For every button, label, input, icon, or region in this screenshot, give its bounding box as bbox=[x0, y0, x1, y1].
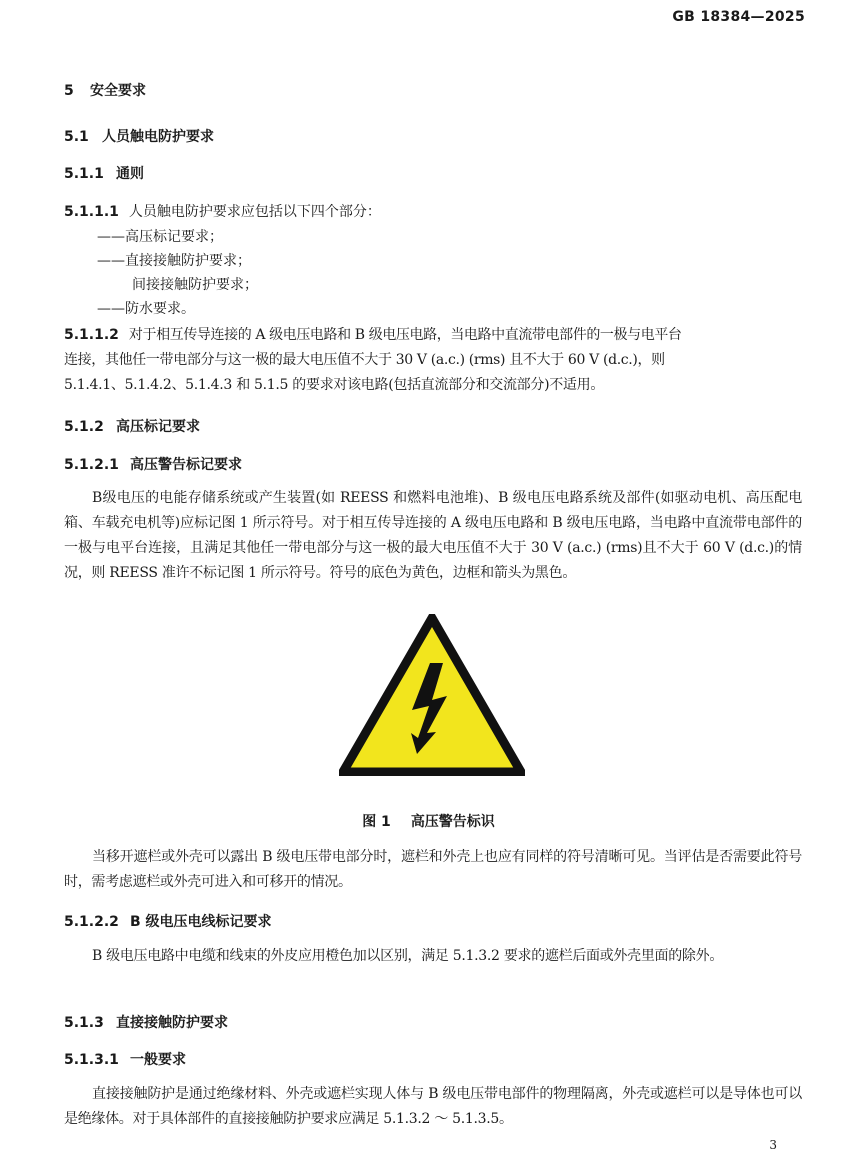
paragraph: 当移开遮栏或外壳可以露出 B 级电压带电部分时，遮栏和外壳上也应有同样的符号清晰可见。当评估是否需要此符号时，需考虑遮栏或外壳可进入和可移开的情况。 bbox=[64, 849, 802, 890]
clause-text: 对于相互传导连接的 A 级电压电路和 B 级电压电路，当电路中直流带电部件的一极与电平台 bbox=[128, 327, 682, 343]
section-number: 5 bbox=[64, 83, 74, 99]
page-number: 3 bbox=[769, 1138, 777, 1152]
clause-5-1-1-1 bbox=[64, 203, 381, 221]
section-number: 5.1.2 bbox=[64, 419, 104, 435]
section-title: 通则 bbox=[116, 166, 144, 182]
section-title: 直接接触防护要求 bbox=[116, 1015, 228, 1031]
section-title: B 级电压电线标记要求 bbox=[130, 914, 272, 930]
paragraph: 直接接触防护是通过绝缘材料、外壳或遮栏实现人体与 B 级电压带电部件的物理隔离，外壳或遮栏可以是导体也可以是绝缘体。对于具体部件的直接接触防护要求应满足 5.1.3.2 ～ 5.1.3.5。 bbox=[64, 1086, 802, 1127]
list-item: 间接接触防护要求； bbox=[132, 277, 258, 293]
clause-5-1-1-2-line-2: 连接，其他任一带电部分与这一极的最大电压值不大于 30 V (a.c.) (rms) 且不大于 60 V (d.c.)，则 bbox=[64, 352, 665, 368]
figure-caption bbox=[0, 811, 857, 831]
section-5-1-heading bbox=[64, 126, 214, 146]
section-5-1-3-heading bbox=[64, 1012, 228, 1032]
clause-text: 人员触电防护要求应包括以下四个部分： bbox=[128, 204, 381, 220]
list-item: ——高压标记要求； bbox=[97, 229, 223, 245]
section-5-heading bbox=[64, 80, 146, 100]
section-title: 高压警告标记要求 bbox=[130, 457, 242, 473]
list-item: ——防水要求。 bbox=[97, 301, 195, 317]
section-5-1-1-heading bbox=[64, 163, 144, 183]
figure-label: 图 1 bbox=[362, 814, 391, 830]
section-number: 5.1.2.2 bbox=[64, 914, 119, 930]
paragraph: B 级电压电路中电缆和线束的外皮应用橙色加以区别，满足 5.1.3.2 要求的遮栏后面或外壳里面的除外。 bbox=[92, 948, 724, 964]
section-5-1-2-1-heading bbox=[64, 454, 242, 474]
section-number: 5.1.2.1 bbox=[64, 457, 119, 473]
high-voltage-warning-icon bbox=[339, 614, 525, 776]
section-number: 5.1.3 bbox=[64, 1015, 104, 1031]
clause-5-1-1-2-line-1 bbox=[64, 326, 682, 344]
section-5-1-3-1-heading bbox=[64, 1049, 186, 1069]
section-number: 5.1 bbox=[64, 129, 89, 145]
section-title: 安全要求 bbox=[90, 83, 146, 99]
section-title: 人员触电防护要求 bbox=[102, 129, 214, 145]
clause-number: 5.1.1.1 bbox=[64, 204, 119, 220]
section-number: 5.1.1 bbox=[64, 166, 104, 182]
clause-number: 5.1.1.2 bbox=[64, 327, 119, 343]
clause-5-1-1-2-line-3: 5.1.4.1、5.1.4.2、5.1.4.3 和 5.1.5 的要求对该电路(包括直流部分和交流部分)不适用。 bbox=[64, 377, 605, 393]
section-title: 高压标记要求 bbox=[116, 419, 200, 435]
section-5-1-2-heading bbox=[64, 416, 200, 436]
list-item: ——直接接触防护要求； bbox=[97, 253, 251, 269]
standard-number: GB 18384—2025 bbox=[672, 9, 805, 25]
paragraph: B级电压的电能存储系统或产生装置(如 REESS 和燃料电池堆)、B 级电压电路系统及部件(如驱动电机、高压配电箱、车载充电机等)应标记图 1 所示符号。对于相互传导连接的 A 级电压电路和 B 级电压电路，当电路中直流带电部件的一极与电平台连接，且满足其他任一带电部分与这一极的最大电压值不大于 30 V (a.c.) (rms)且不大于 60 V (d.c.)的情况，则 REESS 准许不标记图 1 所示符号。符号的底色为黄色，边框和箭头为黑色。 bbox=[64, 490, 802, 581]
section-number: 5.1.3.1 bbox=[64, 1052, 119, 1068]
section-5-1-2-2-heading bbox=[64, 911, 272, 931]
figure-title: 高压警告标识 bbox=[410, 814, 495, 830]
section-title: 一般要求 bbox=[130, 1052, 186, 1068]
